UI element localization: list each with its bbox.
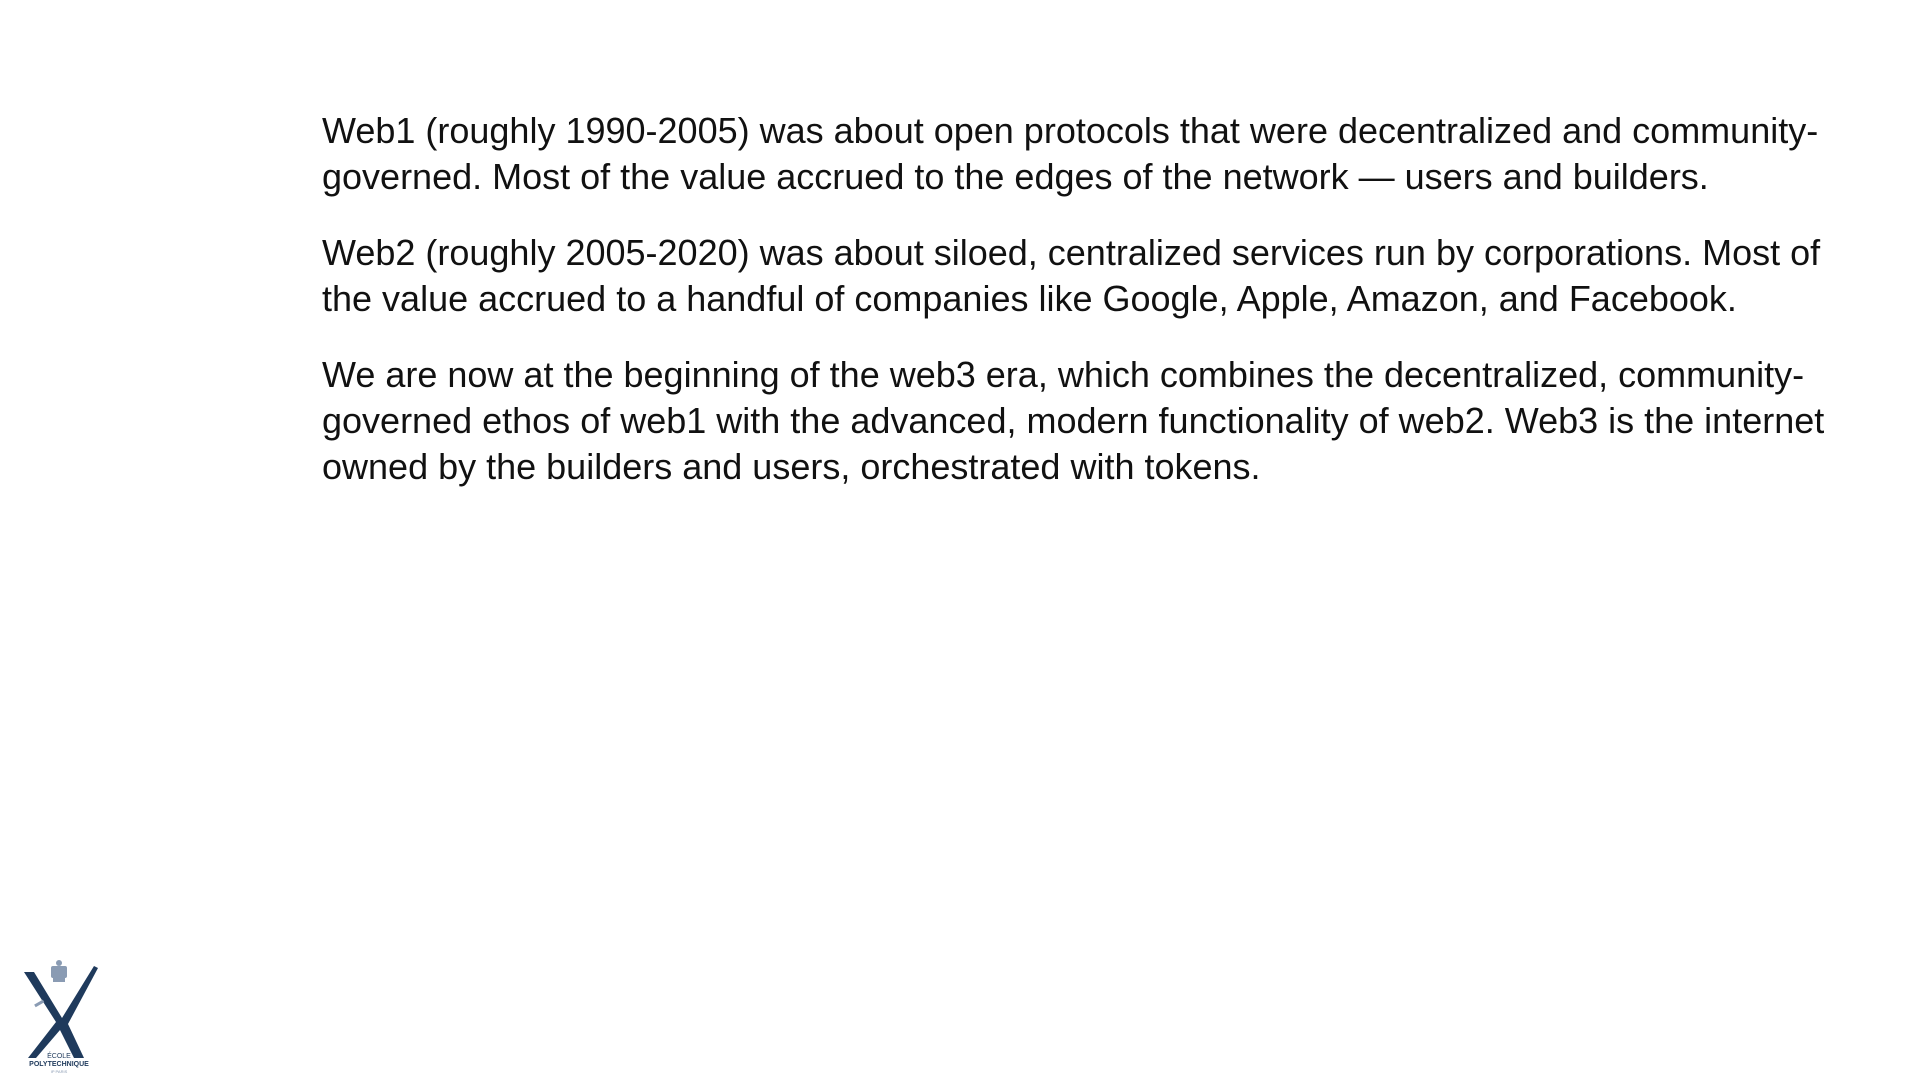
paragraph-web3: We are now at the beginning of the web3 era, which combines the decentralized, community-governed ethos of web1 with the advanced, modern functionality of web2. Web3 is the internet owned by the builders and users, orchestrated with tokens. (322, 354, 1825, 487)
ecole-polytechnique-logo (14, 958, 104, 1076)
body-text (322, 108, 1862, 520)
crest-icon (51, 960, 67, 982)
logo-line2: POLYTECHNIQUE (29, 1061, 89, 1068)
paragraph-web2: Web2 (roughly 2005-2020) was about siloed, centralized services run by corporations. Most of the value accrued to a handful of companies like Google, Apple, Amazon, and Facebook. (322, 232, 1821, 319)
cannon-icon (34, 1000, 44, 1008)
logo-line3: IP PARIS (50, 1069, 68, 1074)
logo-line1: ÉCOLE (47, 1053, 71, 1060)
paragraph-web1: Web1 (roughly 1990-2005) was about open protocols that were decentralized and community-governed. Most of the value accrued to the edges of the network — users and builders. (322, 110, 1819, 197)
